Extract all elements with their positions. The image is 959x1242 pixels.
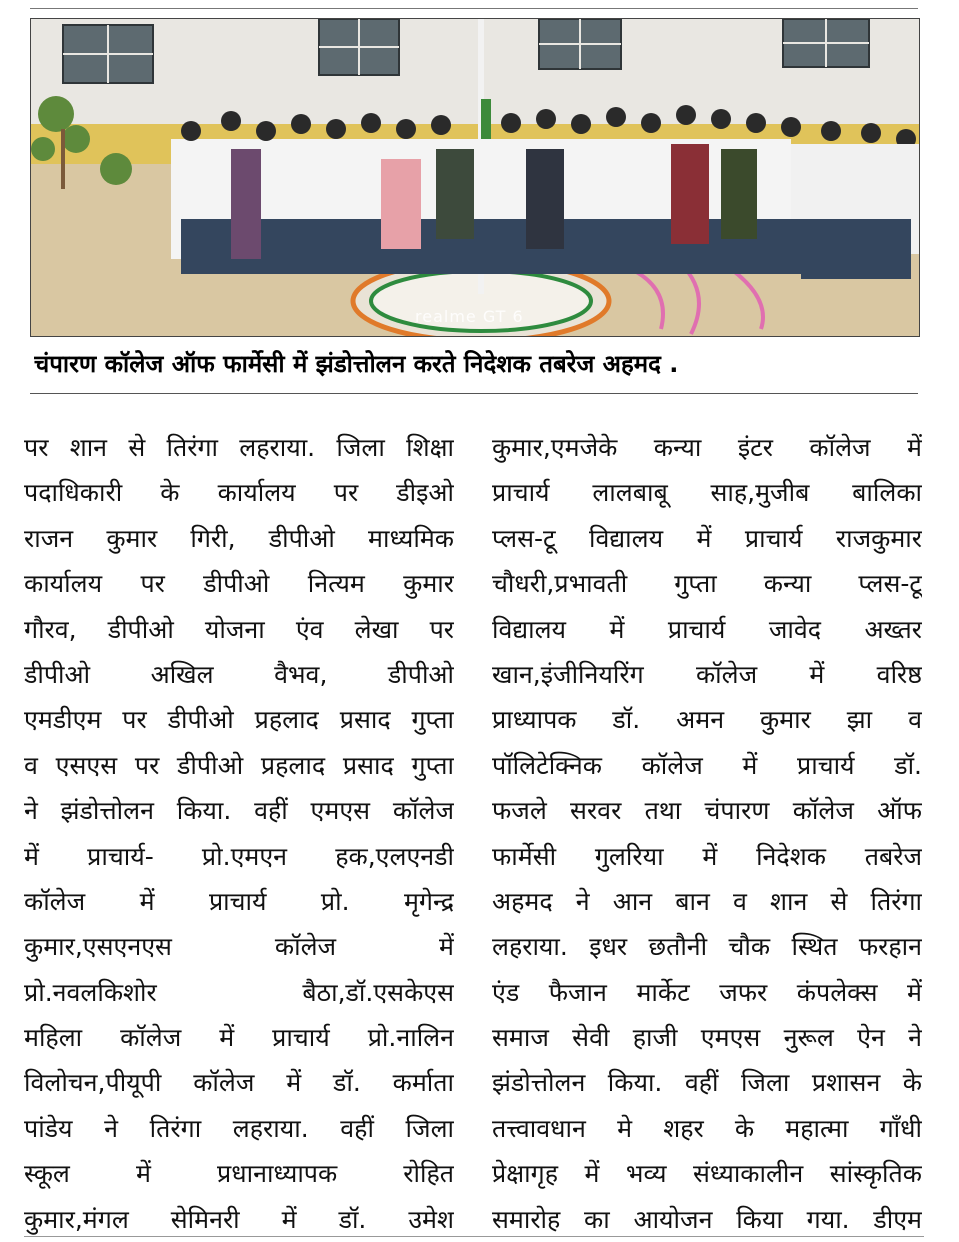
text-line: व एसएस पर डीपीओ प्रहलाद प्रसाद गुप्ता [24,750,454,780]
text-line: चौधरी,प्रभावती गुप्ता कन्या प्लस-टू [492,569,922,599]
text-line: ने झंडोत्तोलन किया. वहीं एमएस कॉलेज [24,796,454,826]
text-line: समारोह का आयोजन किया गया. डीएम [492,1204,922,1234]
text-line: कुमार,मंगल सेमिनरी में डॉ. उमेश [24,1204,454,1234]
text-line: झंडोत्तोलन किया. वहीं जिला प्रशासन के [492,1068,922,1098]
text-line: गौरव, डीपीओ योजना एंव लेखा पर [24,614,454,644]
text-line: पॉलिटेक्निक कॉलेज में प्राचार्य डॉ. [492,750,922,780]
text-line: कार्यालय पर डीपीओ नित्यम कुमार [24,569,454,599]
text-line: प्रेक्षागृह में भव्य संध्याकालीन सांस्कृतिक [492,1159,922,1189]
text-line: खान,इंजीनियरिंग कॉलेज में वरिष्ठ [492,659,922,689]
text-line: विद्यालय में प्राचार्य जावेद अख्तर [492,614,922,644]
text-line: पर शान से तिरंगा लहराया. जिला शिक्षा [24,433,454,462]
text-line: प्राध्यापक डॉ. अमन कुमार झा व [492,705,922,735]
text-line: कॉलेज में प्राचार्य प्रो. मृगेन्द्र [24,886,454,916]
text-line: कुमार,एसएनएस कॉलेज में [24,932,454,962]
text-line: प्लस-टू विद्यालय में प्राचार्य राजकुमार [492,523,922,553]
text-line: एमडीएम पर डीपीओ प्रहलाद प्रसाद गुप्ता [24,705,454,735]
top-rule [30,8,918,9]
text-line: पदाधिकारी के कार्यालय पर डीइओ [24,478,454,508]
flag-hoisting-photo [31,19,919,336]
text-line: विलोचन,पीयूपी कॉलेज में डॉ. कर्माता [24,1068,454,1098]
text-line: स्कूल में प्रधानाध्यापक रोहित [24,1159,454,1189]
text-line: कुमार,एमजेके कन्या इंटर कॉलेज में [492,433,922,462]
text-line: फजले सरवर तथा चंपारण कॉलेज ऑफ [492,796,922,826]
text-line: एंड फैजान मार्केट जफर कंपलेक्स में [492,977,922,1007]
text-line: राजन कुमार गिरी, डीपीओ माध्यमिक [24,523,454,553]
text-line: समाज सेवी हाजी एमएस नुरूल ऐन ने [492,1023,922,1053]
text-line: तत्त्वावधान मे शहर के महात्मा गॉंधी [492,1113,922,1143]
text-line: प्राचार्य लालबाबू साह,मुजीब बालिका [492,478,922,508]
text-line: अहमद ने आन बान व शान से तिरंगा [492,886,922,916]
text-line: महिला कॉलेज में प्राचार्य प्रो.नालिन [24,1023,454,1053]
article-column-left [24,425,454,1242]
article-column-right [492,425,922,1242]
text-line: लहराया. इधर छतौनी चौक स्थित फरहान [492,932,922,962]
photo-caption: चंपारण कॉलेज ऑफ फार्मेसी में झंडोत्तोलन करते निदेशक तबरेज अहमद . [34,350,679,378]
text-line: पांडेय ने तिरंगा लहराया. वहीं जिला [24,1113,454,1143]
text-line: डीपीओ अखिल वैभव, डीपीओ [24,659,454,689]
text-line: में प्राचार्य- प्रो.एमएन हक,एलएनडी [24,841,454,871]
bottom-rule [24,1236,924,1237]
text-line: प्रो.नवलकिशोर बैठा,डॉ.एसकेएस [24,977,454,1007]
text-line: फार्मेसी गुलरिया में निदेशक तबरेज [492,841,922,871]
caption-rule [30,393,918,394]
news-photo [30,18,920,337]
photo-watermark: realme GT 6 [415,307,524,326]
